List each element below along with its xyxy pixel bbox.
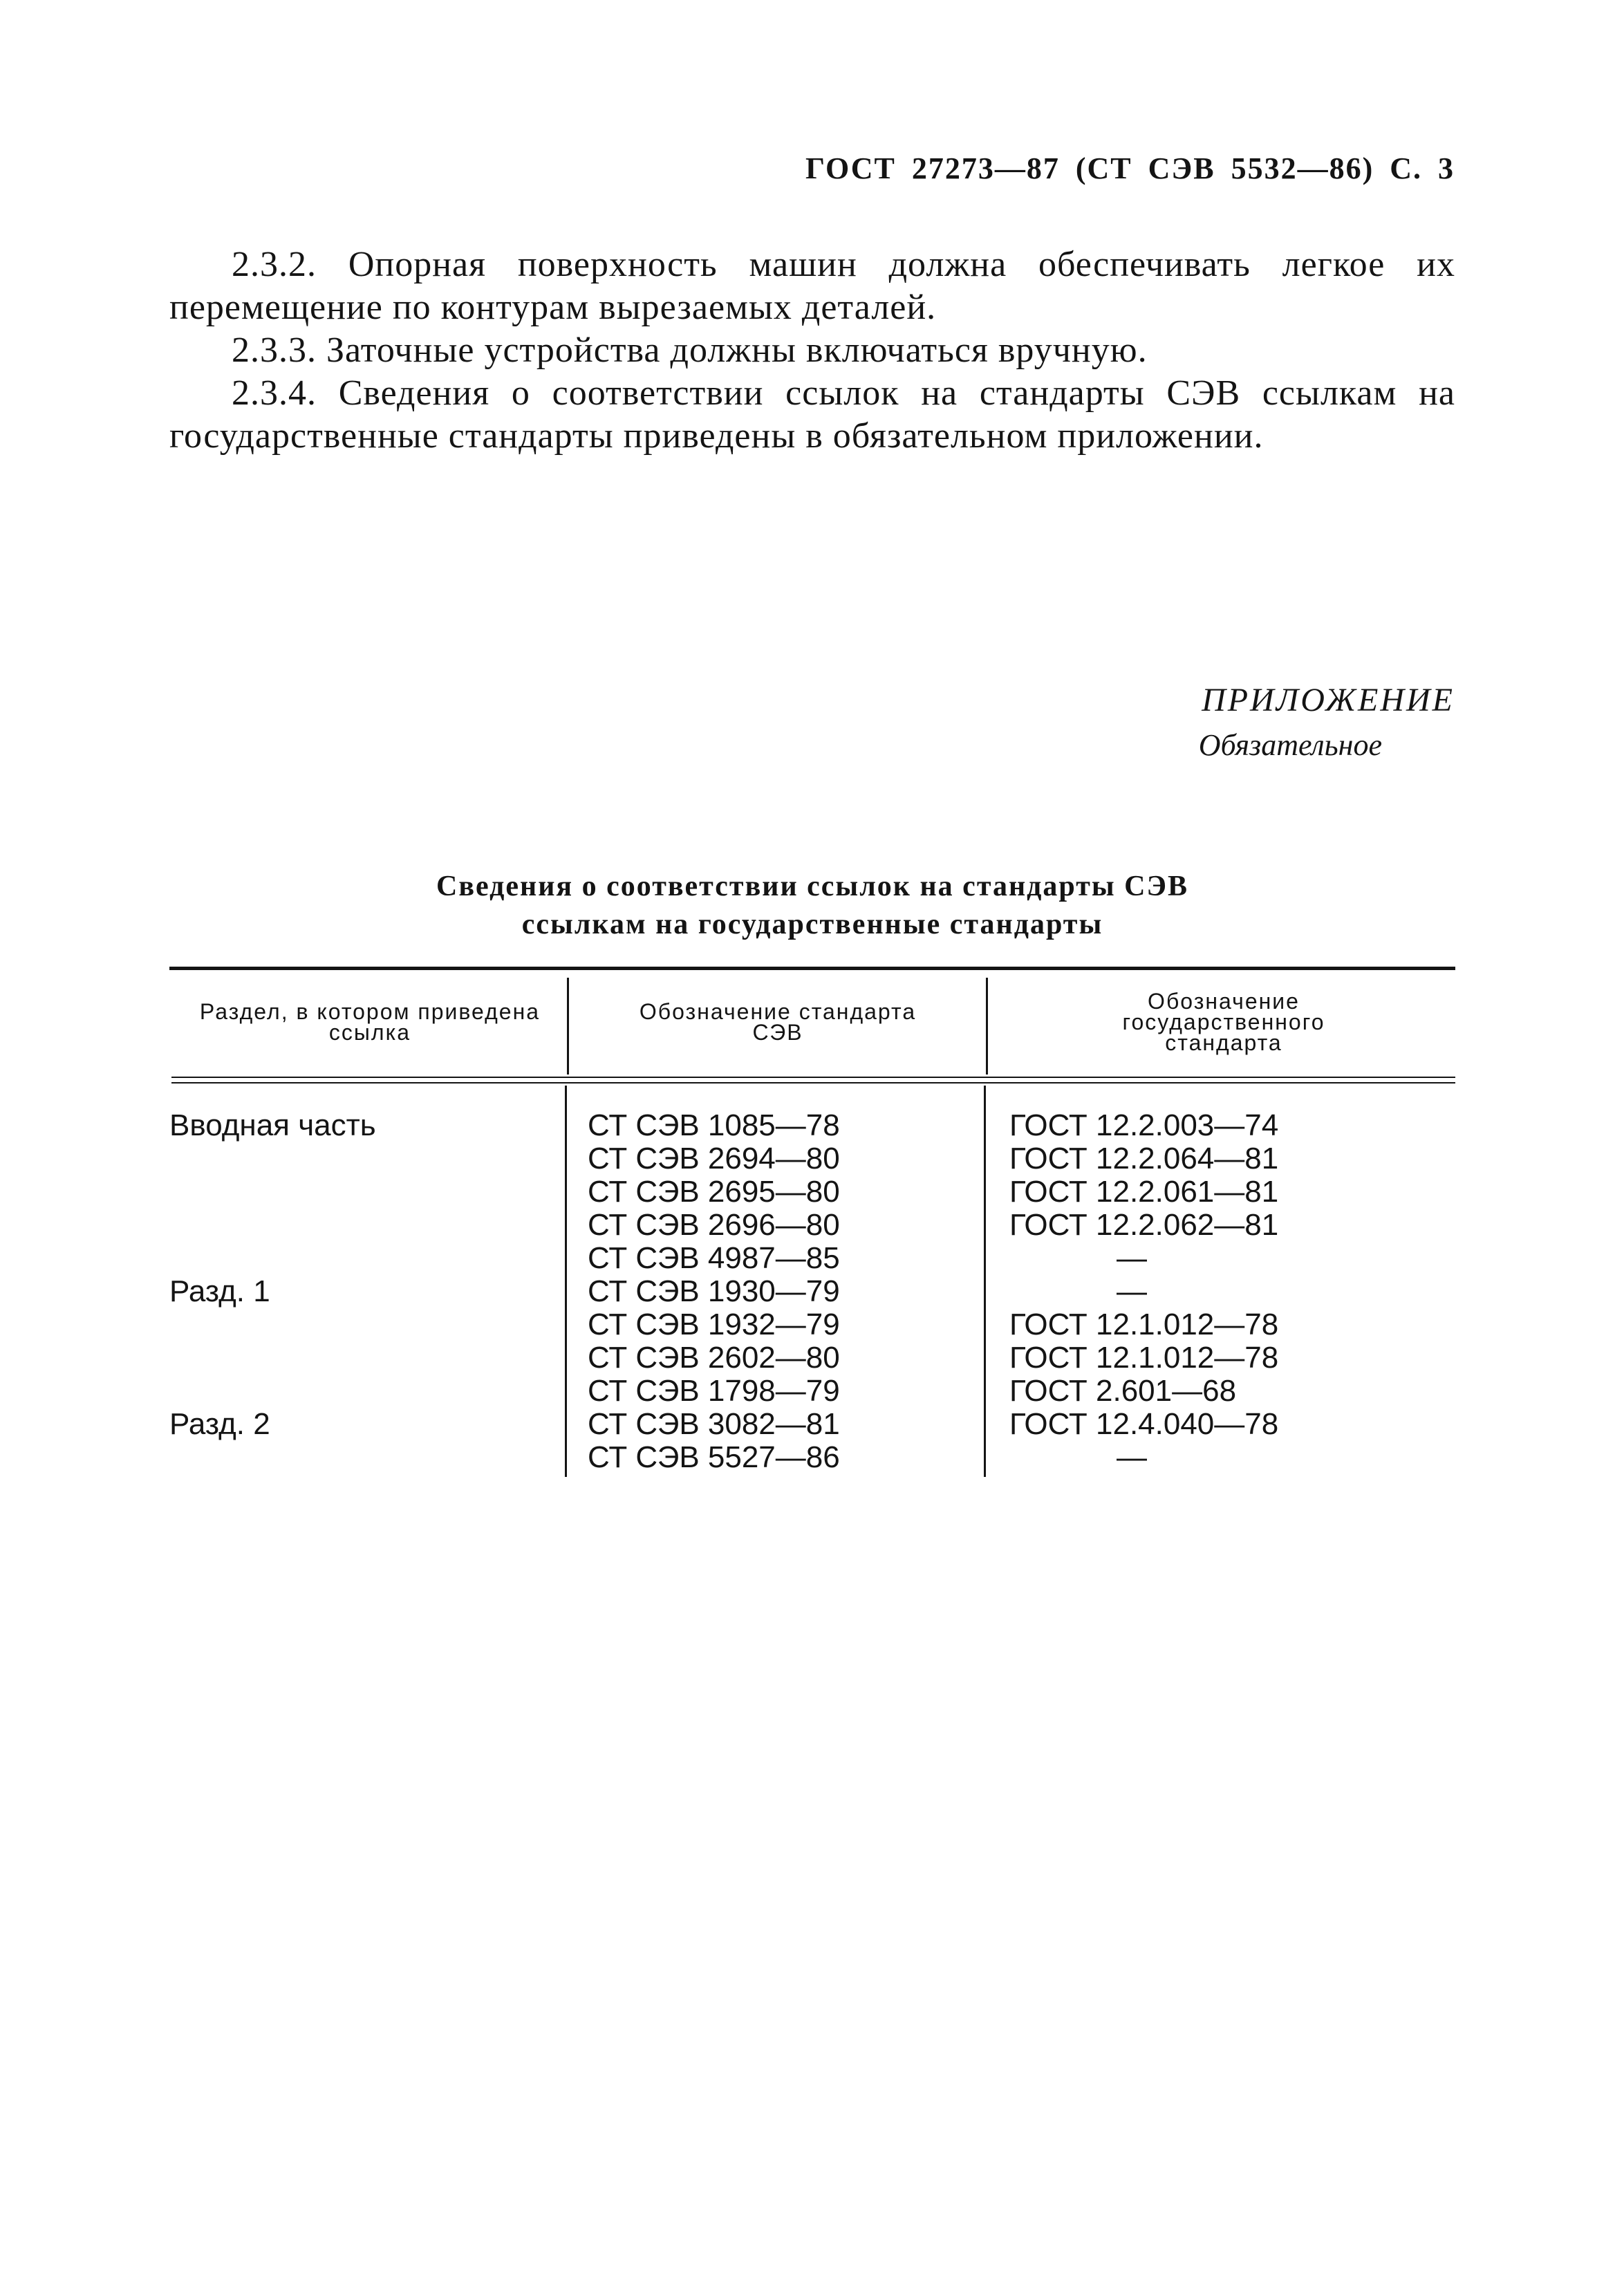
table-cell-sev: СТ СЭВ 2602—80	[588, 1341, 840, 1375]
table-top-rule	[169, 967, 1455, 970]
table-cell-gost: ГОСТ 2.601—68	[1009, 1374, 1237, 1408]
column-header-sev: Обозначение стандарта СЭВ	[639, 999, 917, 1045]
table-cell-gost: ГОСТ 12.1.012—78	[1009, 1341, 1279, 1375]
column-header-section: Раздел, в котором приведена ссылка	[199, 999, 541, 1045]
paragraph-2-3-4: 2.3.4. Сведения о соответствии ссылок на стандарты СЭВ ссылкам на государственные стандарты приведены в обязательном приложении.	[169, 373, 1455, 456]
column-header-gost: Обозначение государственного стандарта	[1122, 989, 1325, 1055]
table-cell-gost: ГОСТ 12.1.012—78	[1009, 1308, 1279, 1341]
table-cell-gost: ГОСТ 12.2.003—74	[1009, 1108, 1279, 1142]
column-divider	[986, 978, 988, 1075]
table-cell-section: Разд. 1	[169, 1274, 270, 1308]
paragraph-2-3-2: 2.3.2. Опорная поверхность машин должна обеспечивать легкое их перемещение по контурам вырезаемых деталей.	[169, 245, 1455, 327]
table-cell-gost: —	[1117, 1241, 1147, 1275]
table-cell-sev: СТ СЭВ 2696—80	[588, 1208, 840, 1242]
table-cell-sev: СТ СЭВ 2695—80	[588, 1175, 840, 1209]
table-cell-sev: СТ СЭВ 2694—80	[588, 1142, 840, 1175]
table-cell-sev: СТ СЭВ 1085—78	[588, 1108, 840, 1142]
appendix-title: ПРИЛОЖЕНИЕ	[1202, 682, 1455, 718]
table-cell-sev: СТ СЭВ 1930—79	[588, 1274, 840, 1308]
table-cell-gost: —	[1117, 1440, 1147, 1474]
table-cell-gost: ГОСТ 12.4.040—78	[1009, 1407, 1279, 1441]
appendix-subtitle: Обязательное	[1198, 728, 1382, 762]
page-header: ГОСТ 27273—87 (СТ СЭВ 5532—86) С. 3	[805, 151, 1455, 185]
table-cell-sev: СТ СЭВ 3082—81	[588, 1407, 840, 1441]
table-cell-gost: ГОСТ 12.2.061—81	[1009, 1175, 1279, 1209]
column-divider	[567, 978, 569, 1075]
table-header-rule	[171, 1077, 1455, 1078]
table-cell-sev: СТ СЭВ 4987—85	[588, 1241, 840, 1275]
table-cell-section: Вводная часть	[169, 1108, 376, 1142]
table-title	[169, 868, 1455, 944]
table-cell-section: Разд. 2	[169, 1407, 270, 1441]
table-header-rule-2	[171, 1082, 1455, 1083]
table-title-line1: Сведения о соответствии ссылок на стандарты СЭВ	[436, 871, 1188, 902]
column-divider	[984, 1086, 986, 1477]
column-divider	[565, 1086, 567, 1477]
paragraph-2-3-3: 2.3.3. Заточные устройства должны включаться вручную.	[232, 331, 1148, 370]
table-cell-sev: СТ СЭВ 1798—79	[588, 1374, 840, 1408]
table-cell-gost: ГОСТ 12.2.064—81	[1009, 1142, 1279, 1175]
table-title-line2: ссылкам на государственные стандарты	[521, 909, 1103, 940]
table-cell-sev: СТ СЭВ 1932—79	[588, 1308, 840, 1341]
table-cell-gost: ГОСТ 12.2.062—81	[1009, 1208, 1279, 1242]
table-cell-sev: СТ СЭВ 5527—86	[588, 1440, 840, 1474]
table-cell-gost: —	[1117, 1274, 1147, 1308]
